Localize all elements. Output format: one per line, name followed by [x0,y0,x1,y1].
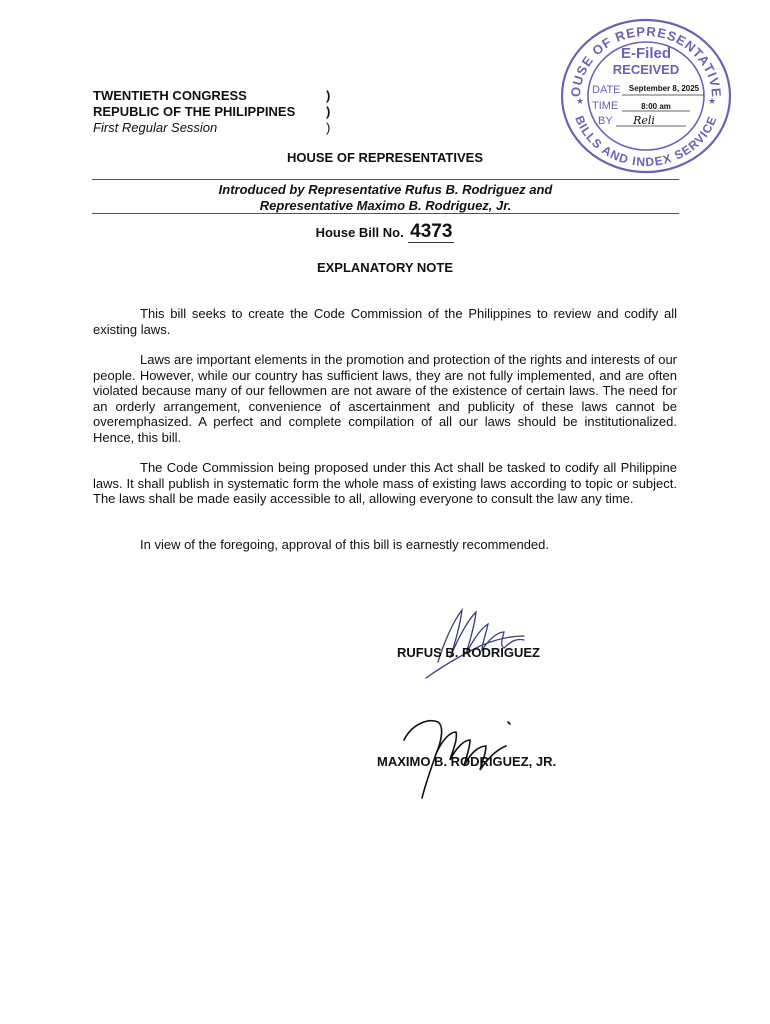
congress-label: TWENTIETH CONGRESS [93,88,247,103]
signatory-2-name: MAXIMO B. RODRIGUEZ, JR. [377,754,557,769]
stamp-ring-top: OUSE OF REPRESENTATIVE [567,23,725,99]
stamp-efiled: E-Filed [620,45,672,62]
explanatory-note-title: EXPLANATORY NOTE [316,260,454,275]
paragraph-3-text: The Code Commission being proposed under this Act shall be tasked to codify all Philippine laws. It shall publish in systematic form the whole mass of existing laws according to topic or subject. The laws shall be made easily accessible to all, allowing everyone to consult the law any time. [93,460,677,506]
paragraph-4-text: In view of the foregoing, approval of this bill is earnestly recommended. [140,537,549,552]
session-paren: ) [326,120,331,135]
introduced-line-2: Representative Maximo B. Rodriguez, Jr. [259,198,512,213]
bill-number-block [0,222,770,243]
stamp-time-label: TIME [592,100,619,112]
republic-paren: ) [326,104,331,119]
stamp-date-value: September 8, 2025 [628,84,700,93]
bottom-rule [92,213,679,214]
house-title: HOUSE OF REPRESENTATIVES [287,150,483,165]
paragraph-4 [93,537,677,553]
stamp-by-value: Reli [633,114,655,127]
paragraph-2 [93,352,677,445]
stamp-ring-bottom: BILLS AND INDEX SERVICE [572,113,720,170]
paragraph-1 [93,306,677,337]
congress-paren: ) [326,88,331,103]
stamp-by-label: BY [598,115,613,127]
introduced-line-1: Introduced by Representative Rufus B. Rodriguez and [218,182,553,197]
bill-label: House Bill No. [315,225,404,240]
stamp-time-value: 8:00 am [641,102,671,111]
bill-number: 4373 [410,221,453,242]
stamp-received: RECEIVED [612,62,680,77]
top-rule [92,179,679,180]
session-label: First Regular Session [93,120,218,135]
stamp-star-right: ★ [708,96,717,106]
paragraph-3 [93,460,677,507]
signature-rufus [420,602,540,682]
republic-label: REPUBLIC OF THE PHILIPPINES [93,104,296,119]
signatory-1-name: RUFUS B. RODRIGUEZ [397,645,540,660]
stamp-date-label: DATE [592,84,621,96]
stamp-star-left: ★ [576,96,585,106]
paragraph-2-text: Laws are important elements in the promotion and protection of the rights and interests of our people. However, while our country has sufficient laws, they are not fully implemented, and are often violated because many of our fellowmen are not aware of the existence of certain laws. The need for an orderly arrangement, convenience of ascertainment and publicity of these laws cannot be overemphasized. A perfect and complete compilation of all our laws should be institutionalized. Hence, this bill. [93,352,677,445]
paragraph-1-text: This bill seeks to create the Code Commission of the Philippines to review and codify all existing laws. [93,306,677,337]
